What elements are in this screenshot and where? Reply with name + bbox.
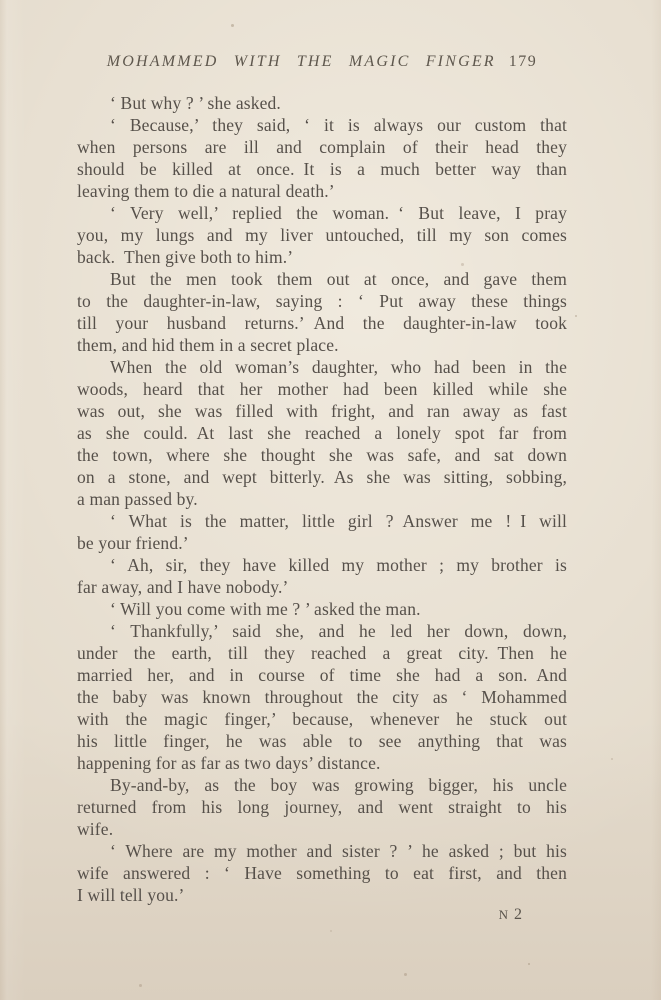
paper-speck [404, 973, 407, 976]
paper-speck [139, 984, 142, 987]
paragraph [77, 620, 567, 774]
paragraph [77, 598, 567, 620]
text-line: till your husband returns.’ And the daughter-in-law took [77, 313, 567, 333]
paper-speck [330, 930, 332, 932]
paper-speck [575, 315, 577, 317]
paragraph [77, 114, 567, 202]
paragraph [77, 510, 567, 554]
text-line: ‘ Will you come with me ? ’ asked the man. [110, 599, 421, 619]
paragraph [77, 840, 567, 906]
text-line: them, and hid them in a secret place. [77, 335, 339, 355]
text-line: ‘ Very well,’ replied the woman. ‘ But leave, I pray [110, 203, 567, 223]
text-line: woods, heard that her mother had been killed while she [77, 379, 567, 399]
text-line: leaving them to die a natural death.’ [77, 181, 335, 201]
page-number: 179 [508, 53, 538, 70]
text-line: was out, she was filled with fright, and ran away as fast [77, 401, 567, 421]
text-block [77, 92, 567, 906]
paragraph [77, 92, 567, 114]
text-line: ‘ What is the matter, little girl ? Answer me ! I will [110, 511, 567, 531]
paper-speck [611, 758, 613, 760]
paragraph [77, 554, 567, 598]
text-line: with the magic finger,’ because, whenever he stuck out [77, 709, 567, 729]
text-line: wife. [77, 819, 114, 839]
text-line: When the old woman’s daughter, who had been in the [110, 357, 567, 377]
paragraph [77, 202, 567, 268]
text-line: be your friend.’ [77, 533, 189, 553]
text-line: By-and-by, as the boy was growing bigger, his uncle [110, 775, 567, 795]
text-line: wife answered : ‘ Have something to eat first, and then [77, 863, 567, 883]
text-line: under the earth, till they reached a great city. Then he [77, 643, 567, 663]
text-line: But the men took them out at once, and gave them [110, 269, 567, 289]
text-line: when persons are ill and complain of their head they [77, 137, 567, 157]
text-line: far away, and I have nobody.’ [77, 577, 289, 597]
text-line: returned from his long journey, and went straight to his [77, 797, 567, 817]
paragraph [77, 268, 567, 356]
paragraph [77, 356, 567, 510]
paper-speck [528, 963, 530, 965]
signature-letter: N [498, 907, 509, 922]
paragraph [77, 774, 567, 840]
running-head-title: MOHAMMED WITH THE MAGIC FINGER [106, 53, 496, 70]
text-line: on a stone, and wept bitterly. As she was sitting, sobbing, [77, 467, 567, 487]
text-line: as she could. At last she reached a lonely spot far from [77, 423, 567, 443]
running-head [77, 53, 567, 71]
text-line: a man passed by. [77, 489, 198, 509]
signature-number: 2 [514, 906, 523, 923]
text-line: you, my lungs and my liver untouched, till my son comes [77, 225, 567, 245]
text-line: happening for as far as two days’ distance. [77, 753, 381, 773]
text-line: ‘ Where are my mother and sister ? ’ he asked ; but his [110, 841, 567, 861]
paper-speck [461, 263, 464, 266]
text-line: ‘ Thankfully,’ said she, and he led her down, down, [110, 621, 567, 641]
text-line: I will tell you.’ [77, 885, 185, 905]
text-line: to the daughter-in-law, saying : ‘ Put away these things [77, 291, 567, 311]
text-line: ‘ Ah, sir, they have killed my mother ; my brother is [110, 555, 567, 575]
paper-speck [231, 24, 234, 27]
text-line: his little finger, he was able to see anything that was [77, 731, 567, 751]
text-line: the baby was known throughout the city as ‘ Mohammed [77, 687, 567, 707]
text-line: the town, where she thought she was safe, and sat down [77, 445, 567, 465]
signature-mark [499, 906, 523, 924]
text-line: back. Then give both to him.’ [77, 247, 294, 267]
text-line: should be killed at once. It is a much better way than [77, 159, 567, 179]
text-line: married her, and in course of time she had a son. And [77, 665, 567, 685]
text-line: ‘ Because,’ they said, ‘ it is always our custom that [110, 115, 567, 135]
text-line: ‘ But why ? ’ she asked. [110, 93, 281, 113]
